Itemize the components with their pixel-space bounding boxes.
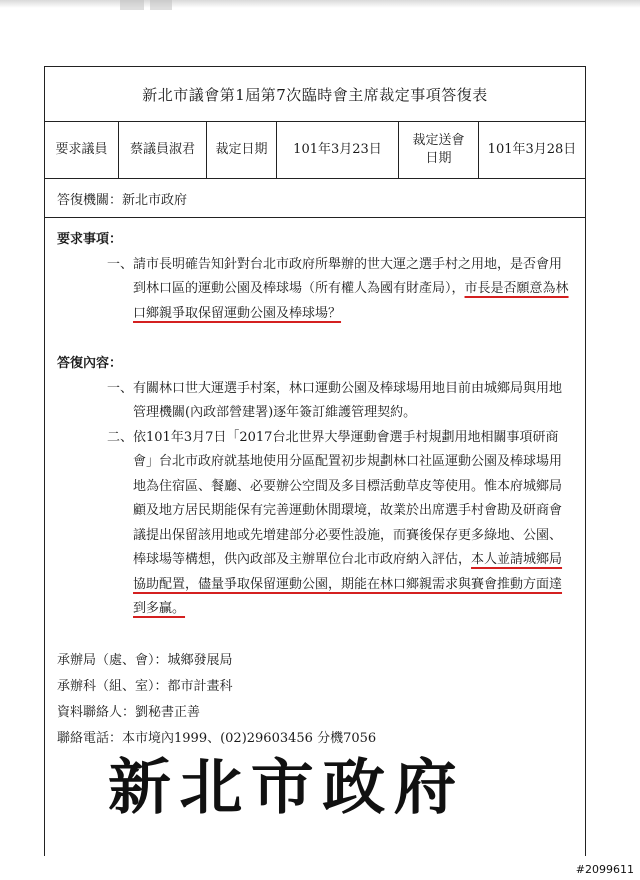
header-row — [45, 122, 585, 179]
reply-item-2-body: 依101年3月7日「2017台北世界大學運動會選手村規劃用地相關事項研商會」台北市政府就基地使用分區配置初步規劃林口社區運動公園及棒球場用地為住宿區、餐廳、必要辦公空間及多目標活動草皮等使用。惟本府城鄉局顧及地方居民期能保有完善運動休閒環境，故業於出席選手村會勘及研商會議提出保留該用地或先增建部分必要性設施，而賽後保存更多綠地、公園、棒球場等構想，供內政部及主辦單位台北市政府納入評估， — [133, 429, 563, 567]
delivery-date-label — [399, 122, 479, 178]
request-item-highlight: 市長是否願意為林口鄉親爭取保留運動公園及棒球場？ — [133, 281, 569, 321]
contact-block — [57, 648, 571, 752]
scan-artifact — [120, 0, 144, 10]
request-item-body: 請市長明確告知針對台北市政府所舉辦的世大運之選手村之用地，是否會用到林口區的運動公園及棒球場（所有權人為國有財產局）， — [133, 256, 563, 296]
serial-number: #2099611 — [575, 863, 634, 876]
government-stamp: 新北市政府 — [108, 753, 465, 823]
spacer — [57, 622, 571, 648]
spacer — [57, 326, 571, 352]
ruling-date-value: 101年3月23日 — [277, 122, 399, 178]
reply-item-2-number: 二、 — [107, 429, 134, 445]
requester-label: 要求議員 — [45, 122, 119, 178]
form-body — [45, 218, 585, 752]
request-item-text — [133, 253, 571, 327]
request-heading: 要求事項： — [57, 232, 123, 247]
delivery-date-label-text: 裁定送會日期 — [412, 133, 465, 166]
scan-edge-shadow — [0, 0, 640, 8]
reply-item-1-text: 有關林口世大運選手村案，林口運動公園及棒球場用地目前由城鄉局與用地管理機關(內政部營建署)逐年簽訂維護管理契約。 — [133, 380, 563, 420]
reply-agency: 答復機關：新北市政府 — [45, 179, 585, 218]
reply-form — [44, 66, 586, 856]
reply-item-2 — [57, 426, 571, 622]
reply-item-1 — [57, 377, 571, 426]
reply-heading: 答復內容： — [57, 356, 123, 371]
contact-phone: 聯絡電話：本市境內1999、(02)29603456 分機7056 — [57, 730, 377, 746]
ruling-date-label: 裁定日期 — [207, 122, 277, 178]
handling-office: 承辦局（處、會）：城鄉發展局 — [57, 652, 233, 668]
handling-section: 承辦科（組、室）：都市計畫科 — [57, 678, 233, 694]
reply-item-2-text — [133, 426, 571, 622]
contact-person: 資料聯絡人：劉秘書正善 — [57, 704, 201, 720]
form-title: 新北市議會第1屆第7次臨時會主席裁定事項答復表 — [45, 67, 585, 122]
reply-item-1-number: 一、 — [107, 380, 134, 396]
delivery-date-value: 101年3月28日 — [487, 142, 577, 157]
scan-artifact — [150, 0, 172, 10]
reply-item-2-highlight: 本人並請城鄉局協助配置，儘量爭取保留運動公園，期能在林口鄉親需求與賽會推動方面達到多贏。 — [133, 552, 563, 616]
request-item-number: 一、 — [107, 256, 134, 272]
requester-value: 蔡議員淑君 — [119, 122, 207, 178]
request-item — [57, 253, 571, 327]
